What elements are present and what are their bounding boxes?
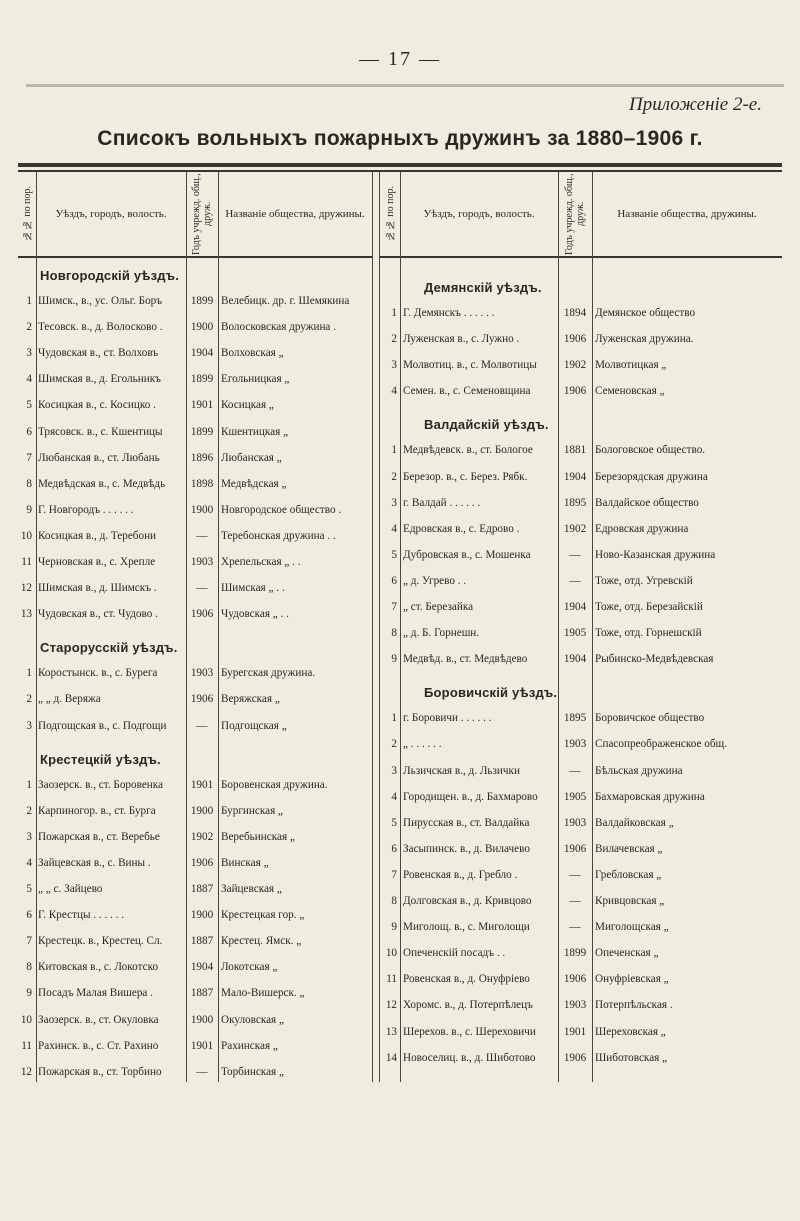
- row-year: 1903: [563, 738, 587, 751]
- page-number: — 17 —: [359, 48, 441, 70]
- row-year: —: [196, 1065, 208, 1078]
- row-number: 3: [26, 830, 32, 843]
- row-location: Тесовск. в., д. Волосково .: [38, 321, 163, 334]
- row-location: Миголощ. в., с. Миголощи: [403, 921, 530, 934]
- row-year: 1895: [563, 496, 587, 509]
- column-line: [36, 172, 37, 1082]
- row-brigade-name: Тоже, отд. Угревскій: [595, 574, 693, 587]
- row-number: 4: [391, 790, 397, 803]
- district-heading: Боровичскій уѣздъ.: [424, 685, 558, 701]
- row-year: 1899: [190, 373, 214, 386]
- row-location: Косицкая в., д. Теребони: [38, 529, 157, 542]
- row-number: 4: [26, 856, 32, 869]
- row-brigade-name: Окуловская „: [221, 1013, 284, 1026]
- row-location: Ровенская в., д. Гребло .: [403, 868, 518, 881]
- row-location: „ д. Б. Горнешн.: [403, 627, 480, 640]
- row-location: г. Боровичи . . . . . .: [403, 712, 492, 725]
- row-year: 1887: [190, 883, 214, 895]
- row-year: —: [569, 574, 581, 587]
- row-year: 1901: [190, 778, 214, 791]
- row-location: Березор. в., с. Берез. Рябк.: [403, 470, 528, 483]
- row-year: 1894: [563, 307, 587, 319]
- row-year: 1881: [563, 444, 587, 457]
- row-location: Хоромс. в., д. Потерпѣлецъ: [403, 999, 533, 1012]
- row-location: Г. Демянскъ . . . . . .: [403, 307, 495, 319]
- row-number: 11: [21, 556, 32, 568]
- row-number: 5: [26, 883, 32, 895]
- row-location: Молвотиц. в., с. Молвотицы: [403, 359, 537, 372]
- header-num: №№ по пор.: [21, 186, 33, 242]
- row-number: 10: [385, 947, 397, 960]
- row-number: 6: [26, 425, 32, 438]
- row-year: 1906: [563, 842, 587, 855]
- row-brigade-name: Торбинская „: [221, 1065, 284, 1078]
- row-location: Шерехов. в., с. Шереховичи: [403, 1025, 536, 1038]
- fire-brigades-table: [18, 170, 782, 1084]
- row-year: 1898: [190, 477, 214, 490]
- row-brigade-name: Подгощская „: [221, 719, 287, 732]
- row-year: —: [569, 868, 581, 881]
- row-location: „ ст. Березайка: [403, 601, 474, 613]
- district-heading: Валдайскій уѣздъ.: [424, 417, 549, 433]
- column-line: [592, 172, 593, 1082]
- row-location: „ . . . . . .: [403, 738, 442, 751]
- district-heading: Крестецкій уѣздъ.: [40, 751, 161, 767]
- row-location: Ровенская в., д. Онуфріево: [403, 973, 530, 986]
- row-brigade-name: Бурегская дружина.: [221, 667, 316, 680]
- row-year: 1900: [190, 804, 214, 817]
- row-location: Засыпинск. в., д. Вилачево: [403, 842, 530, 855]
- row-location: Крестецк. в., Крестец. Сл.: [38, 935, 163, 948]
- row-year: 1906: [563, 1051, 587, 1064]
- row-year: 1903: [190, 667, 214, 680]
- row-brigade-name: Любанская „: [221, 451, 282, 464]
- appendix-label: Приложеніе 2-е.: [628, 94, 762, 115]
- row-year: 1895: [563, 712, 587, 725]
- row-number: 12: [20, 1065, 32, 1078]
- row-location: Посадъ Малая Вишера .: [38, 987, 153, 1000]
- row-year: 1903: [563, 816, 587, 829]
- row-brigade-name: Ново-Казанская дружина: [595, 548, 716, 561]
- row-brigade-name: Бахмаровская дружина: [595, 790, 705, 803]
- row-location: Шимская в., д. Егольникъ: [38, 373, 161, 386]
- row-brigade-name: Миголощская „: [595, 921, 669, 934]
- column-line: [218, 172, 219, 1082]
- row-year: 1903: [190, 556, 214, 568]
- row-number: 1: [26, 667, 32, 680]
- row-number: 13: [385, 1025, 397, 1038]
- row-number: 4: [391, 522, 397, 535]
- row-number: 3: [391, 764, 397, 777]
- row-number: 7: [391, 868, 397, 881]
- row-number: 1: [391, 712, 397, 725]
- row-brigade-name: Шиботовская „: [595, 1051, 668, 1064]
- row-brigade-name: Крестец. Ямск. „: [221, 935, 302, 948]
- row-year: 1899: [563, 947, 587, 960]
- row-number: 8: [391, 627, 397, 640]
- row-brigade-name: Мало-Вишерск. „: [221, 987, 305, 1000]
- row-year: 1900: [190, 321, 214, 334]
- column-line: [400, 172, 401, 1082]
- header-year: Годъ учрежд. общ., друж.: [191, 173, 213, 255]
- header-district: Уѣздъ, городъ, волость.: [423, 208, 535, 220]
- row-year: 1906: [563, 973, 587, 986]
- row-location: Подгощская в., с. Подгощи: [38, 719, 167, 732]
- row-brigade-name: Тоже, отд. Березайскій: [595, 601, 703, 613]
- row-location: Чудовская в., ст. Чудово .: [38, 608, 158, 621]
- row-year: 1905: [563, 790, 587, 803]
- row-year: 1905: [563, 627, 587, 640]
- row-year: 1900: [190, 909, 214, 922]
- row-brigade-name: Рыбинско-Медвѣдевская: [595, 653, 714, 666]
- row-brigade-name: Новгородское общество .: [221, 503, 342, 516]
- row-year: 1899: [190, 425, 214, 438]
- row-number: 2: [26, 804, 32, 817]
- row-brigade-name: Теребонская дружина . .: [221, 529, 336, 542]
- row-location: Черновская в., с. Хрепле: [38, 556, 156, 568]
- row-location: „ „ д. Веряжа: [38, 693, 101, 706]
- row-year: 1904: [563, 653, 587, 666]
- row-number: 2: [26, 321, 32, 334]
- header-name: Названіе общества, дружины.: [225, 208, 365, 220]
- row-brigade-name: Зайцевская „: [221, 883, 282, 895]
- row-brigade-name: Хрепельская „ . .: [221, 556, 301, 568]
- title-rule: [18, 163, 782, 167]
- row-location: Медвѣдская в., с. Медвѣдь: [38, 477, 166, 490]
- row-brigade-name: Волосковская дружина .: [221, 321, 336, 334]
- row-location: Пожарская в., ст. Веребье: [38, 830, 160, 843]
- row-year: —: [569, 895, 581, 907]
- row-year: —: [196, 582, 208, 595]
- top-rule: [26, 84, 784, 87]
- header-district: Уѣздъ, городъ, волость.: [55, 208, 167, 220]
- row-number: 1: [391, 444, 397, 457]
- row-location: Долговская в., д. Кривцово: [403, 895, 532, 907]
- row-number: 2: [391, 738, 397, 751]
- row-year: 1906: [190, 856, 214, 869]
- row-brigade-name: Веребьинская „: [221, 830, 295, 843]
- row-number: 1: [26, 295, 32, 307]
- row-year: 1887: [190, 987, 214, 1000]
- row-number: 3: [26, 719, 32, 732]
- row-brigade-name: Березорядская дружина: [595, 470, 708, 483]
- row-number: 3: [391, 359, 397, 372]
- row-number: 5: [391, 816, 397, 829]
- row-location: Луженская в., с. Лужно .: [403, 333, 520, 346]
- row-number: 2: [391, 470, 397, 483]
- row-year: 1906: [563, 385, 587, 398]
- row-brigade-name: Опеченская „: [595, 947, 659, 960]
- row-number: 1: [26, 778, 32, 791]
- row-number: 9: [26, 987, 32, 1000]
- row-location: Зайцевская в., с. Вины .: [38, 856, 151, 869]
- row-number: 7: [391, 601, 397, 613]
- row-location: Китовская в., с. Локотско: [38, 961, 159, 974]
- header-year: Годъ учрежд. общ., друж.: [564, 173, 586, 255]
- row-location: Медвѣдевск. в., ст. Бологое: [403, 444, 533, 457]
- row-brigade-name: Гребловская „: [595, 868, 662, 881]
- row-number: 1: [391, 307, 397, 319]
- row-brigade-name: Спасопреображенское общ.: [595, 738, 727, 751]
- row-number: 8: [391, 895, 397, 907]
- row-brigade-name: Боровичское общество: [595, 712, 705, 725]
- row-year: 1904: [190, 347, 214, 360]
- row-year: 1902: [190, 830, 214, 843]
- row-number: 8: [26, 477, 32, 490]
- row-number: 4: [26, 373, 32, 386]
- left-half: [18, 172, 372, 1082]
- district-heading: Демянскій уѣздъ.: [424, 280, 542, 295]
- row-number: 7: [26, 935, 32, 948]
- row-number: 14: [385, 1051, 397, 1064]
- row-year: —: [196, 529, 208, 542]
- row-location: „ „ с. Зайцево: [38, 883, 103, 895]
- row-location: Любанская в., ст. Любань: [38, 451, 160, 464]
- row-brigade-name: Шимская „ . .: [221, 582, 285, 595]
- district-heading: Старорусскій уѣздъ.: [40, 640, 178, 656]
- row-number: 12: [385, 999, 397, 1012]
- row-brigade-name: Демянское общество: [595, 307, 696, 319]
- row-number: 7: [26, 451, 32, 464]
- row-year: 1901: [190, 399, 214, 412]
- row-location: Заозерск. в., ст. Боровенка: [38, 778, 164, 791]
- row-location: Новоселиц. в., д. Шиботово: [403, 1051, 536, 1064]
- row-location: Городищен. в., д. Бахмарово: [403, 790, 538, 803]
- row-number: 10: [20, 1013, 32, 1026]
- row-year: 1904: [563, 470, 587, 483]
- row-location: Трясовск. в., с. Кшентицы: [38, 425, 163, 438]
- row-location: Льзичская в., д. Льзички: [403, 764, 520, 777]
- row-brigade-name: Шереховская „: [595, 1025, 666, 1038]
- row-brigade-name: Кривцовская „: [595, 895, 665, 907]
- right-half: [380, 172, 782, 1082]
- row-location: Чудовская в., ст. Волховъ: [38, 347, 159, 360]
- row-year: —: [196, 719, 208, 732]
- row-brigade-name: Веряжская „: [221, 693, 280, 706]
- column-separator: [372, 172, 380, 1082]
- row-brigade-name: Волховская „: [221, 347, 284, 360]
- row-number: 5: [26, 399, 32, 412]
- row-number: 6: [391, 574, 397, 587]
- row-number: 6: [391, 842, 397, 855]
- row-year: 1904: [563, 601, 587, 613]
- row-location: Дубровская в., с. Мошенка: [403, 548, 531, 561]
- row-year: —: [569, 764, 581, 777]
- row-year: 1887: [190, 935, 214, 948]
- row-year: —: [569, 548, 581, 561]
- row-number: 5: [391, 548, 397, 561]
- row-brigade-name: Бѣльская дружина: [595, 764, 683, 777]
- row-brigade-name: Онуфріевская „: [595, 973, 669, 986]
- header-name: Названіе общества, дружины.: [617, 208, 757, 220]
- row-number: 12: [20, 582, 32, 595]
- row-year: 1906: [190, 608, 214, 621]
- row-brigade-name: Едровская дружина: [595, 522, 689, 535]
- row-location: Пожарская в., ст. Торбино: [38, 1065, 162, 1078]
- district-heading: Новгородскій уѣздъ.: [40, 268, 180, 283]
- row-location: Рахинск. в., с. Ст. Рахино: [38, 1039, 159, 1052]
- row-year: 1904: [190, 961, 214, 974]
- row-brigade-name: Вилачевская „: [595, 842, 663, 855]
- row-number: 10: [20, 529, 32, 542]
- row-number: 3: [26, 347, 32, 360]
- row-year: 1906: [190, 693, 214, 706]
- row-brigade-name: Егольницкая „: [221, 373, 290, 386]
- row-brigade-name: Чудовская „ . .: [221, 608, 289, 621]
- row-year: 1901: [563, 1025, 587, 1038]
- row-location: Г. Крестцы . . . . . .: [38, 909, 125, 922]
- row-location: г. Валдай . . . . . .: [403, 496, 481, 509]
- row-number: 13: [20, 608, 32, 621]
- row-location: Косицкая в., с. Косицко .: [38, 399, 156, 412]
- row-brigade-name: Семеновская „: [595, 385, 665, 398]
- row-number: 6: [26, 909, 32, 922]
- row-year: 1903: [563, 999, 587, 1012]
- row-location: Семен. в., с. Семеновщина: [403, 385, 531, 398]
- row-brigade-name: Потерпѣльская .: [595, 999, 673, 1012]
- row-brigade-name: Боровенская дружина.: [221, 778, 328, 791]
- row-brigade-name: Валдайское общество: [595, 496, 699, 509]
- row-number: 2: [26, 693, 32, 706]
- row-brigade-name: Валдайковская „: [595, 816, 674, 829]
- row-location: „ д. Угрево . .: [403, 574, 467, 587]
- row-brigade-name: Велебицк. др. г. Шемякина: [221, 295, 350, 307]
- row-brigade-name: Косицкая „: [221, 399, 274, 412]
- row-year: 1902: [563, 522, 587, 535]
- row-brigade-name: Луженская дружина.: [595, 333, 694, 346]
- row-location: Г. Новгородъ . . . . . .: [38, 503, 134, 516]
- row-number: 9: [391, 653, 397, 666]
- row-brigade-name: Рахинская „: [221, 1039, 278, 1052]
- row-year: 1900: [190, 503, 214, 516]
- left-header: [18, 172, 372, 258]
- row-year: 1901: [190, 1039, 214, 1052]
- row-location: Шимская в., д. Шимскъ .: [38, 582, 157, 595]
- row-brigade-name: Медвѣдская „: [221, 477, 287, 490]
- row-location: Опеченскій посадъ . .: [403, 947, 506, 960]
- row-number: 9: [26, 503, 32, 516]
- row-number: 3: [391, 496, 397, 509]
- row-brigade-name: Тоже, отд. Горнешскій: [595, 627, 702, 640]
- row-brigade-name: Кшентицкая „: [221, 425, 289, 438]
- row-location: Едровская в., с. Едрово .: [403, 522, 520, 535]
- row-location: Медвѣд. в., ст. Медвѣдево: [403, 653, 528, 666]
- row-brigade-name: Бургинская „: [221, 804, 284, 817]
- row-brigade-name: Винская „: [221, 856, 269, 869]
- row-location: Шимск., в., ус. Ольг. Боръ: [38, 295, 163, 307]
- row-year: 1899: [190, 295, 214, 307]
- row-number: 11: [21, 1039, 32, 1052]
- row-number: 9: [391, 921, 397, 934]
- row-year: 1906: [563, 333, 587, 346]
- row-location: Заозерск. в., ст. Окуловка: [38, 1013, 159, 1026]
- row-number: 2: [391, 333, 397, 346]
- row-brigade-name: Локотская „: [221, 961, 278, 974]
- row-location: Пирусская в., ст. Валдайка: [403, 816, 530, 829]
- row-number: 11: [386, 973, 397, 986]
- page-title: Списокъ вольныхъ пожарныхъ дружинъ за 1880–1906 г.: [97, 127, 703, 150]
- row-brigade-name: Бологовское общество.: [595, 444, 706, 457]
- row-brigade-name: Молвотицкая „: [595, 359, 667, 372]
- header-num: №№ по пор.: [384, 186, 396, 242]
- row-location: Коростынск. в., с. Бурега: [38, 667, 158, 680]
- row-brigade-name: Крестецкая гор. „: [221, 909, 305, 922]
- row-year: —: [569, 921, 581, 934]
- row-year: 1900: [190, 1013, 214, 1026]
- row-number: 4: [391, 385, 397, 398]
- row-year: 1896: [190, 451, 214, 464]
- row-location: Карпиногор. в., ст. Бурга: [38, 804, 156, 817]
- row-number: 8: [26, 961, 32, 974]
- row-year: 1902: [563, 359, 587, 372]
- right-header: [380, 172, 782, 258]
